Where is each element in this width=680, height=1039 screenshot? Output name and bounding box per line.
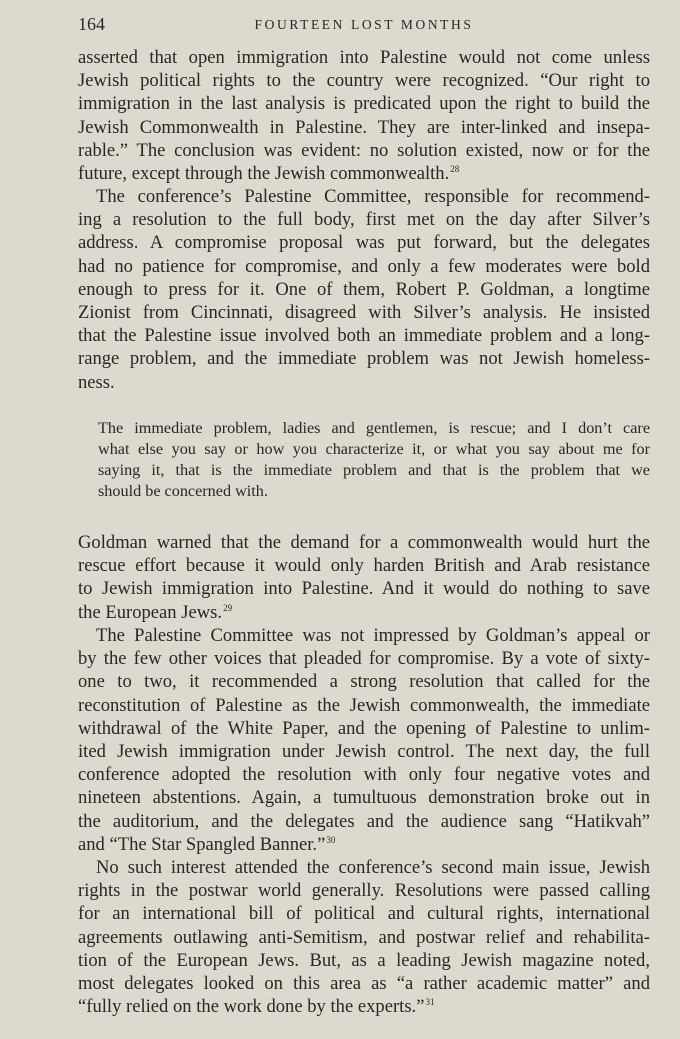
line-text: Goldman warned that the demand for a commonwealth would hurt the: [78, 532, 650, 553]
paragraph: [78, 185, 650, 394]
text-line: [78, 46, 650, 69]
page-number: 164: [78, 14, 105, 34]
text-line: [78, 833, 650, 856]
line-text: agreements outlawing anti-Semitism, and postwar relief and rehabilita-: [78, 926, 650, 948]
text-line: [78, 531, 650, 554]
text-line: [78, 949, 650, 972]
text-line: [78, 763, 650, 786]
line-text: asserted that open immigration into Palestine would not come unless: [78, 47, 650, 68]
line-text: for an international bill of political and cultural rights, international: [78, 903, 650, 925]
line-text: “fully relied on the work done by the experts.”: [78, 996, 425, 1018]
line-text: one to two, it recommended a strong resolution that called for the: [78, 671, 650, 693]
text-line: [98, 418, 650, 439]
line-text: No such interest attended the conference’s second main issue, Jewish: [96, 857, 650, 878]
line-text: ited Jewish immigration under Jewish control. The next day, the full: [78, 740, 650, 762]
paragraph: [78, 531, 650, 624]
text-line: [78, 670, 650, 693]
text-line: [78, 324, 650, 347]
text-line: [78, 786, 650, 809]
line-text: Zionist from Cincinnati, disagreed with Silver’s analysis. He insisted: [78, 301, 650, 323]
footnote-marker: 30: [326, 834, 336, 845]
line-text: the European Jews.: [78, 601, 223, 623]
text-line: [78, 116, 650, 139]
footnote-marker: 28: [450, 163, 460, 174]
line-text: future, except through the Jewish commonwealth.: [78, 162, 450, 184]
line-text: The immediate problem, ladies and gentlemen, is rescue; and I don’t care: [98, 419, 650, 437]
text-line: [78, 278, 650, 301]
running-title: FOURTEEN LOST MONTHS: [254, 17, 474, 32]
line-text: The Palestine Committee was not impressed by Goldman’s appeal or: [96, 625, 650, 646]
line-text: Jewish Commonwealth in Palestine. They are inter-linked and insepa-: [78, 116, 650, 138]
line-text: nineteen abstentions. Again, a tumultuous demonstration broke out in: [78, 787, 650, 809]
text-line: [98, 460, 650, 481]
running-header: [78, 14, 650, 38]
paragraph: [78, 624, 650, 856]
text-line: [78, 995, 650, 1018]
text-line: [78, 371, 650, 394]
line-text: The conference’s Palestine Committee, responsible for recommend-: [96, 186, 650, 207]
text-line: [78, 347, 650, 370]
text-line: [78, 647, 650, 670]
line-text: address. A compromise proposal was put forward, but the delegates: [78, 232, 650, 254]
line-text: range problem, and the immediate problem was not Jewish homeless-: [78, 348, 650, 370]
line-text: enough to press for it. One of them, Robert P. Goldman, a longtime: [78, 278, 650, 300]
line-text: what else you say or how you characterize it, or what you say about me for: [98, 440, 650, 458]
footnote-marker: 31: [425, 997, 435, 1008]
line-text: had no patience for compromise, and only a few moderates were bold: [78, 255, 650, 277]
line-text: by the few other voices that pleaded for compromise. By a vote of sixty-: [78, 648, 650, 670]
text-line: [78, 554, 650, 577]
text-line: [78, 740, 650, 763]
text-line: [78, 601, 650, 624]
text-line: [78, 624, 650, 647]
line-text: Jewish political rights to the country were recognized. “Our right to: [78, 70, 650, 92]
line-text: and “The Star Spangled Banner.”: [78, 833, 326, 855]
text-line: [78, 208, 650, 231]
line-text: reconstitution of Palestine as the Jewish commonwealth, the immediate: [78, 694, 650, 716]
line-text: withdrawal of the White Paper, and the opening of Palestine to unlim-: [78, 717, 650, 739]
text-line: [78, 255, 650, 278]
text-line: [78, 139, 650, 162]
line-text: should be concerned with.: [98, 482, 268, 500]
line-text: most delegates looked on this area as “a rather academic matter” and: [78, 972, 650, 994]
text-line: [78, 92, 650, 115]
line-text: ness.: [78, 371, 115, 393]
text-line: [78, 972, 650, 995]
text-line: [78, 902, 650, 925]
line-text: conference adopted the resolution with only four negative votes and: [78, 764, 650, 786]
text-line: [78, 231, 650, 254]
line-text: rable.” The conclusion was evident: no solution existed, now or for the: [78, 139, 650, 161]
text-line: [98, 439, 650, 460]
footnote-marker: 29: [223, 602, 233, 613]
text-line: [78, 301, 650, 324]
paragraph: [78, 856, 650, 1018]
text-line: [78, 810, 650, 833]
line-text: immigration in the last analysis is predicated upon the right to build the: [78, 93, 650, 115]
line-text: rescue effort because it would only harden British and Arab resistance: [78, 555, 650, 577]
text-line: [78, 856, 650, 879]
text-line: [98, 481, 650, 502]
line-text: tion of the European Jews. But, as a leading Jewish magazine noted,: [78, 949, 650, 971]
paragraph: [78, 46, 650, 185]
line-text: ing a resolution to the full body, first met on the day after Silver’s: [78, 209, 650, 231]
line-text: rights in the postwar world generally. Resolutions were passed calling: [78, 880, 650, 902]
text-line: [78, 162, 650, 185]
line-text: the auditorium, and the delegates and the audience sang “Hatikvah”: [78, 810, 650, 832]
text-line: [78, 185, 650, 208]
text-line: [78, 717, 650, 740]
text-line: [78, 926, 650, 949]
block-quote: [98, 418, 650, 502]
text-line: [78, 69, 650, 92]
line-text: to Jewish immigration into Palestine. And it would do nothing to save: [78, 578, 650, 600]
line-text: saying it, that is the immediate problem and that is the problem that we: [98, 461, 650, 479]
text-line: [78, 879, 650, 902]
text-line: [78, 577, 650, 600]
text-line: [78, 694, 650, 717]
line-text: that the Palestine issue involved both an immediate problem and a long-: [78, 325, 650, 347]
